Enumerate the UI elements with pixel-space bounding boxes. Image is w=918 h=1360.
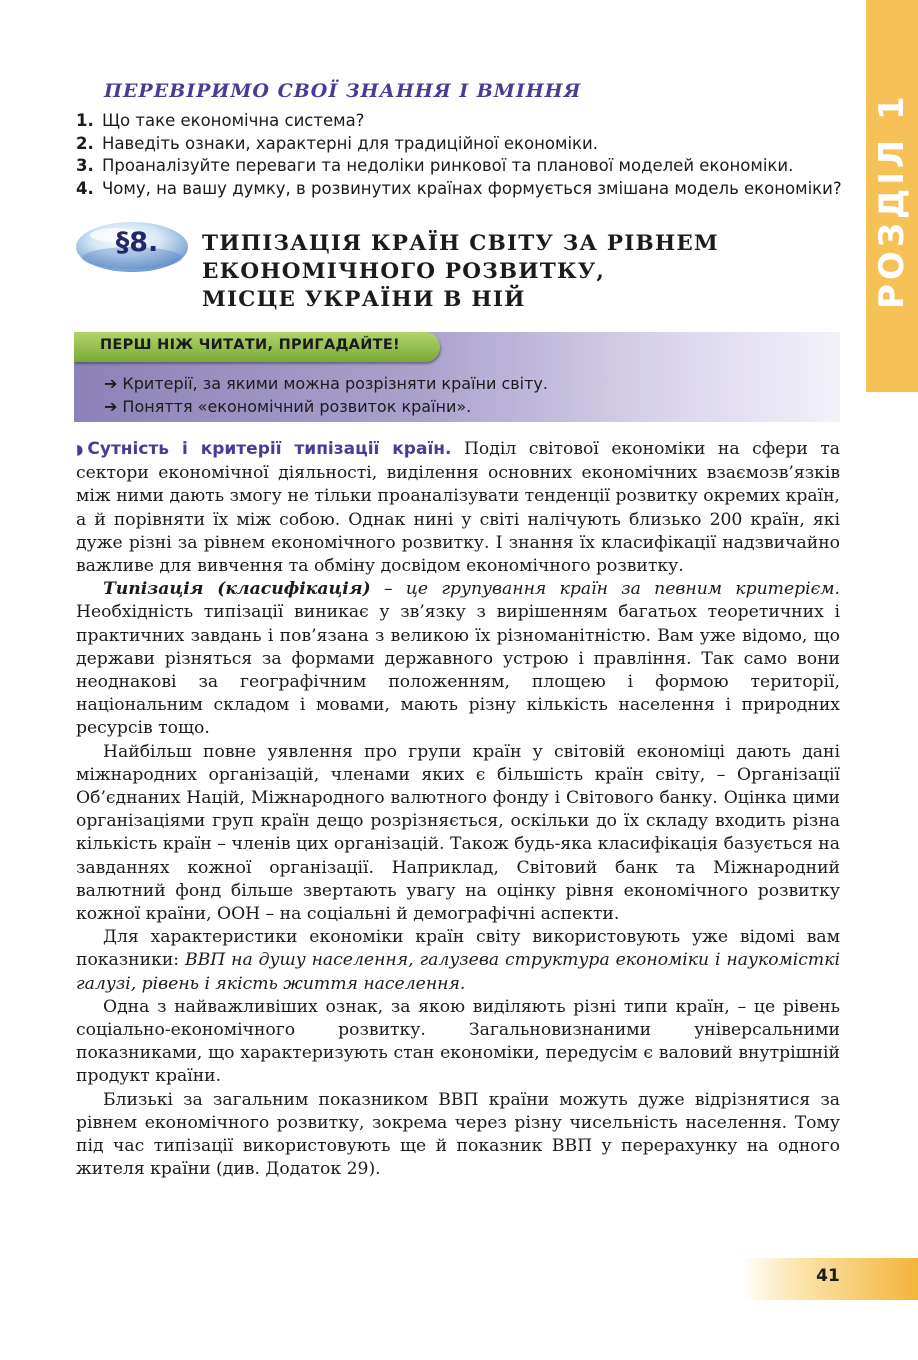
recall-item: [104, 372, 824, 395]
section-heading: Сутність і критерії типізації країн.: [87, 439, 452, 459]
paragraph: Найбільш повне уявлення про групи країн у світовій економіці дають дані міжнародних організацій, членами яких є більшість країн світу, – Організації Об’єднаних Націй, Міжнародного валютного фонду і Світового банку. Оцінка цими організаціями груп країн дещо розрізняється, оскільки до їх складу входить різна кількість країн – членів цих організацій. Також будь-яка класифікація базується на завданнях кожної організації. Наприклад, Світовий банк та Міжнародний валютний фонд більше звертають увагу на оцінку рівня економічного розвитку кожної країни, ООН – на соціальні й демографічні аспекти.: [76, 741, 840, 925]
paragraph-text: Поділ світової економіки на сфери та сектори економічної діяльності, виділення основних економічних взаємозв’язків між ними дають змогу не тільки проаналізувати тенденції розвитку окремих країн, а й порівняти їх між собою. Однак нині у світі налічують близько 200 країн, які дуже різні за рівнем економічного розвитку. І знання їх класифікації надзвичайно важливе для вивчення та обміну досвідом економічного розвитку.: [76, 439, 840, 577]
recall-item: [104, 395, 824, 418]
paragraph: Близькі за загальним показником ВВП країни можуть дуже відрізнятися за рівнем економічного розвитку, зокрема через різну чисельність населення. Тому під час типізації використовують ще й показник ВВП у перерахунку на одного жителя країни (див. Додаток 29).: [76, 1089, 840, 1180]
question-item: [76, 155, 856, 178]
paragraph-number: §8.: [115, 227, 159, 258]
chapter-title-line: ЕКОНОМІЧНОГО РОЗВИТКУ,: [202, 259, 606, 284]
indicators-list: ВВП на душу населення, галузева структура економіки і наукомісткі галузі, рівень і якість життя населення.: [76, 950, 840, 994]
page-number: 41: [816, 1266, 840, 1286]
paragraph-text: Для характеристики економіки країн світу використовують уже відомі вам показники:: [76, 927, 840, 971]
main-text: [76, 438, 840, 1182]
paragraph-text: Необхідність типізації виникає у зв’язку з вирішенням багатьох теоретичних і практичних завдань і пов’язана з великою їх різноманітністю. Вам уже відомо, що держави різняться за формами державного устрою і правління. Так само вони неоднакові за географічним положенням, площею і формою території, національним складом і мовами, мають різну кількість населення і природних ресурсів тощо.: [76, 602, 840, 739]
paragraph: [76, 926, 840, 996]
question-item: [76, 133, 856, 156]
question-number: 3.: [76, 156, 94, 176]
recall-list: [104, 372, 824, 418]
question-text: Проаналізуйте переваги та недоліки ринкової та планової моделей економіки.: [102, 156, 794, 176]
question-number: 1.: [76, 111, 94, 130]
recall-item-text: Поняття «економічний розвиток країни».: [122, 397, 472, 416]
recall-item-text: Критерії, за якими можна розрізняти країни світу.: [122, 374, 548, 393]
arrow-right-icon: ➔: [104, 374, 118, 393]
definition-term: Типізація (класифікація): [103, 579, 371, 600]
review-questions-list: [76, 110, 856, 200]
question-text: Наведіть ознаки, характерні для традиційної економіки.: [102, 133, 598, 153]
question-text: Чому, на вашу думку, в розвинутих країнах формується змішана модель економіки?: [102, 178, 842, 198]
chapter-title-line: МІСЦЕ УКРАЇНИ В НІЙ: [202, 287, 526, 312]
arrow-right-icon: ➔: [104, 397, 118, 416]
section-bullet-icon: ◗: [76, 442, 84, 458]
question-number: 2.: [76, 133, 94, 153]
question-item: [76, 178, 856, 201]
question-number: 4.: [76, 178, 94, 198]
question-item: [76, 110, 856, 133]
chapter-title: [202, 230, 842, 314]
question-text: Що таке економічна система?: [102, 111, 365, 130]
chapter-title-line: ТИПІЗАЦІЯ КРАЇН СВІТУ ЗА РІВНЕМ: [202, 231, 719, 256]
paragraph: [76, 438, 840, 578]
recall-header-label: ПЕРШ НІЖ ЧИТАТИ, ПРИГАДАЙТЕ!: [100, 337, 400, 353]
paragraph: Одна з найважливіших ознак, за якою виділяють різні типи країн, – це рівень соціально-економічного розвитку. Загальновизнаними універсальними показниками, що характеризують стан економіки, передусім є валовий внутрішній продукт країни.: [76, 996, 840, 1087]
section-side-tab-label: РОЗДІЛ 1: [872, 92, 912, 310]
paragraph: [76, 578, 840, 740]
review-questions-title: ПЕРЕВІРИМО СВОЇ ЗНАННЯ І ВМІННЯ: [104, 80, 582, 102]
definition-text: – це групування країн за певним критерієм.: [370, 579, 840, 600]
